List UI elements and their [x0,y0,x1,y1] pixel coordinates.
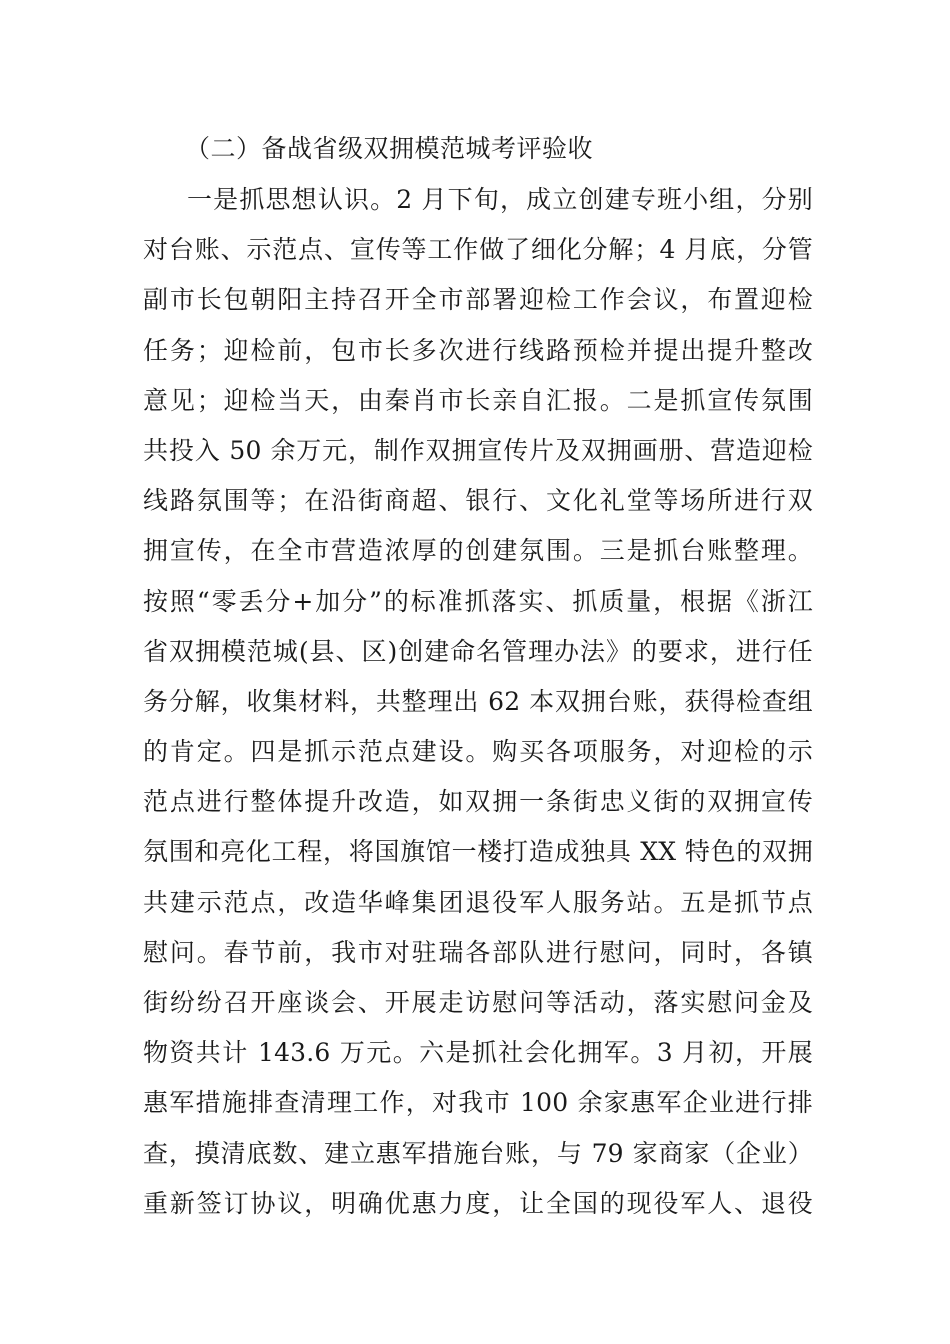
text-line: 线路氛围等；在沿街商超、银行、文化礼堂等场所进行双 [143,486,813,516]
text-line: 共投入 50 余万元，制作双拥宣传片及双拥画册、营造迎检 [143,435,813,465]
text-line: 惠军措施排查清理工作，对我市 100 余家惠军企业进行排 [143,1088,813,1118]
text-line: 重新签订协议，明确优惠力度，让全国的现役军人、退役 [143,1188,813,1218]
text-line: 一是抓思想认识。2 月下旬，成立创建专班小组，分别 [187,185,813,214]
text-line: 按照“零丢分+加分”的标准抓落实、抓质量，根据《浙江 [143,586,813,616]
body-paragraph [143,175,813,1229]
text-line: 副市长包朝阳主持召开全市部署迎检工作会议，布置迎检 [143,285,813,315]
text-line: 拥宣传，在全市营造浓厚的创建氛围。三是抓台账整理。 [143,536,813,566]
text-line: 物资共计 143.6 万元。六是抓社会化拥军。3 月初，开展 [143,1038,813,1068]
text-line: 的肯定。四是抓示范点建设。购买各项服务，对迎检的示 [143,737,813,767]
text-line: 查，摸清底数、建立惠军措施台账，与 79 家商家（企业） [143,1138,813,1168]
text-line: 省双拥模范城(县、区)创建命名管理办法》的要求，进行任 [143,636,813,666]
text-line: 意见；迎检当天，由秦肖市长亲自汇报。二是抓宣传氛围 [143,385,813,415]
text-line: 务分解，收集材料，共整理出 62 本双拥台账，获得检查组 [143,686,813,716]
section-heading: （二）备战省级双拥模范城考评验收 [185,134,594,163]
text-line: 对台账、示范点、宣传等工作做了细化分解；4 月底，分管 [143,235,813,265]
text-line: 范点进行整体提升改造，如双拥一条街忠义街的双拥宣传 [143,787,813,817]
text-line: 任务；迎检前，包市长多次进行线路预检并提出提升整改 [143,335,813,365]
text-line: 慰问。春节前，我市对驻瑞各部队进行慰问，同时，各镇 [143,937,813,967]
text-line: 共建示范点，改造华峰集团退役军人服务站。五是抓节点 [143,887,813,917]
text-line: 街纷纷召开座谈会、开展走访慰问等活动，落实慰问金及 [143,988,813,1017]
text-line: 氛围和亮化工程，将国旗馆一楼打造成独具 XX 特色的双拥 [143,837,813,867]
